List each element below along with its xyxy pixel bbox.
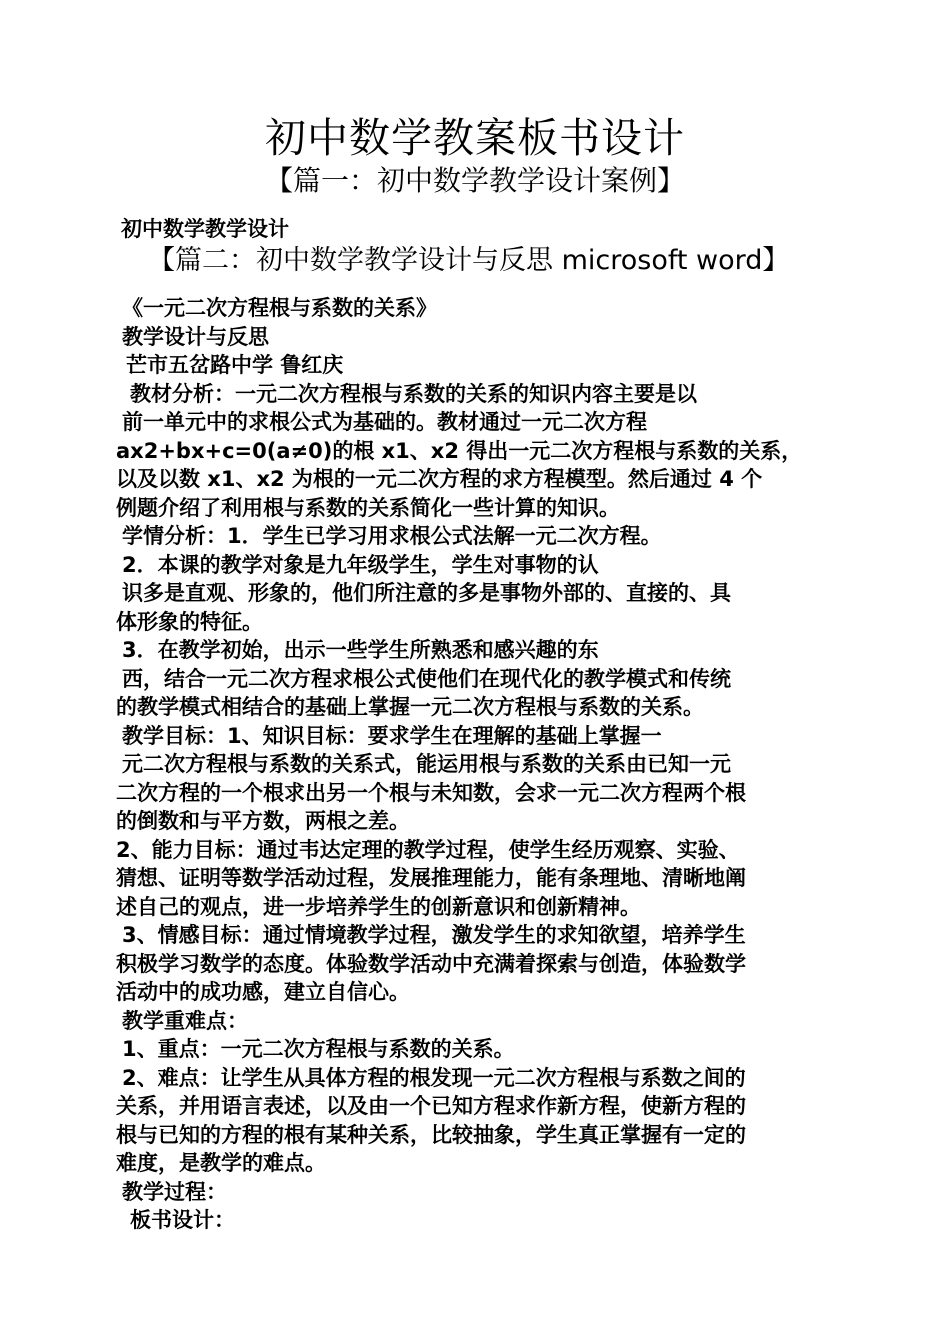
body-text — [116, 294, 846, 1235]
text-line: 教学目标：1、知识目标：要求学生在理解的基础上掌握一 — [122, 723, 662, 748]
text-line: 2、难点：让学生从具体方程的根发现一元二次方程根与系数之间的 — [122, 1065, 746, 1090]
text-line: 的倒数和与平方数，两根之差。 — [116, 809, 410, 833]
text-line: 以及以数 x1、x2 为根的一元二次方程的求方程模型。然后通过 4 个 — [116, 467, 763, 491]
text-line: 元二次方程根与系数的关系式，能运用根与系数的关系由已知一元 — [122, 752, 731, 776]
text-line: 西，结合一元二次方程求根公式使他们在现代化的教学模式和传统 — [122, 666, 731, 691]
text-line: 猜想、证明等数学活动过程，发展推理能力，能有条理地、清晰地阐 — [116, 866, 746, 890]
text-line: 活动中的成功感，建立自信心。 — [116, 980, 410, 1004]
text-line: 二次方程的一个根求出另一个根与未知数，会求一元二次方程两个根 — [116, 780, 746, 805]
page-subtitle: 【篇一：初中数学教学设计案例】 — [264, 164, 685, 197]
text-line: 3、情感目标：通过情境教学过程，激发学生的求知欲望，培养学生 — [122, 923, 746, 947]
text-line: 教学设计与反思 — [122, 324, 269, 349]
text-line: 2、能力目标：通过韦达定理的教学过程，使学生经历观察、实验、 — [116, 837, 740, 862]
text-line: 2．本课的教学对象是九年级学生，学生对事物的认 — [122, 552, 599, 577]
text-line: 的教学模式相结合的基础上掌握一元二次方程根与系数的关系。 — [116, 695, 704, 719]
text-line: 关系，并用语言表述，以及由一个已知方程求作新方程，使新方程的 — [116, 1094, 746, 1118]
section-subtitle: 【篇二：初中数学教学设计与反思 microsoft word】 — [148, 245, 790, 276]
text-line: 述自己的观点，进一步培养学生的创新意识和创新精神。 — [116, 894, 641, 919]
text-line: 体形象的特征。 — [116, 609, 263, 634]
text-line: 前一单元中的求根公式为基础的。教材通过一元二次方程 — [122, 410, 647, 434]
text-line: 1、重点：一元二次方程根与系数的关系。 — [122, 1037, 515, 1061]
text-line: 学情分析：1．学生已学习用求根公式法解一元二次方程。 — [122, 524, 662, 548]
text-line: 教学过程： — [122, 1179, 227, 1204]
page-title: 初中数学教案板书设计 — [265, 114, 685, 162]
text-line: 板书设计： — [130, 1208, 235, 1232]
text-line: ax2+bx+c=0(a≠0)的根 x1、x2 得出一元二次方程根与系数的关系， — [116, 438, 803, 463]
text-line: 3．在教学初始，出示一些学生所熟悉和感兴趣的东 — [122, 638, 599, 662]
text-line: 识多是直观、形象的，他们所注意的多是事物外部的、直接的、具 — [122, 581, 731, 605]
text-line: 芒市五岔路中学 鲁红庆 — [126, 353, 344, 377]
text-line: 教学重难点： — [122, 1008, 248, 1033]
text-line: 例题介绍了利用根与系数的关系简化一些计算的知识。 — [116, 495, 620, 520]
text-line: 积极学习数学的态度。体验数学活动中充满着探索与创造，体验数学 — [116, 951, 746, 976]
text-line: 根与已知的方程的根有某种关系，比较抽象，学生真正掌握有一定的 — [116, 1122, 746, 1147]
text-line: 难度，是教学的难点。 — [116, 1151, 326, 1175]
text-line: 教材分析：一元二次方程根与系数的关系的知识内容主要是以 — [130, 381, 697, 406]
text-line: 《一元二次方程根与系数的关系》 — [122, 296, 437, 320]
section-heading: 初中数学教学设计 — [121, 217, 289, 241]
